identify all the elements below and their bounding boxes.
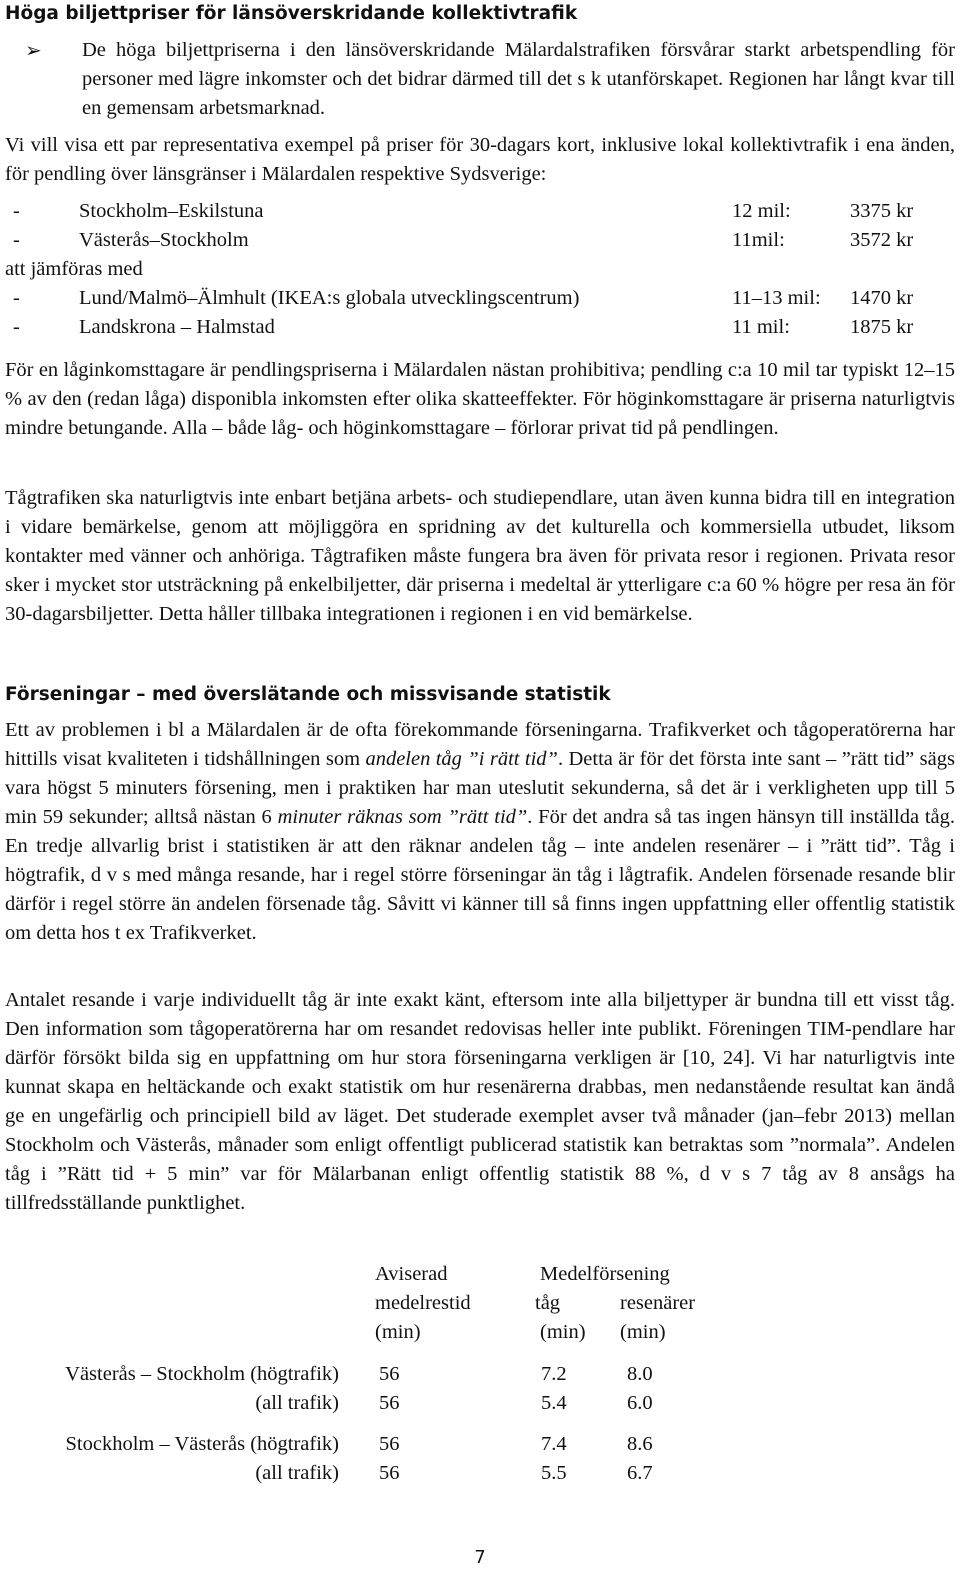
row-label: (all trafik)	[255, 1392, 339, 1414]
table-row: (all trafik) 56 5.4 6.0	[5, 1389, 955, 1418]
price-row: - Västerås–Stockholm 11mil: 3572 kr	[5, 226, 955, 255]
row-label: Stockholm – Västerås (högtrafik)	[65, 1433, 339, 1455]
route-distance: 11–13 mil:	[732, 287, 821, 309]
col-header-tag: tåg	[535, 1292, 561, 1314]
page-number: 7	[474, 1547, 486, 1568]
paragraph-low-income: För en låginkomsttagare är pendlingspriserna i Mälardalen nästan prohibitiva; pendling c:a 10 mil tar typiskt 12–15 % av den (redan låga) disponibla inkomsten efter olika skatteeffekter. För höginkomsttagare är priserna naturligtvis mindre betungande. Alla – både låg- och höginkomsttagare – förlorar privat tid på pendlingen.	[5, 359, 955, 439]
route-price: 3375 kr	[850, 200, 914, 222]
delay-table-header	[5, 1260, 955, 1348]
col-header-resenarer: resenärer	[620, 1292, 696, 1314]
intro-paragraph: Vi vill visa ett par representativa exempel på priser för 30-dagars kort, inklusive lokal kollektivtrafik i ena änden, för pendling över länsgränser i Mälardalen respektive Sydsverige:	[5, 134, 955, 185]
italic-phrase: minuter räknas som ”rätt tid”	[277, 806, 528, 828]
route-name: Lund/Malmö–Älmhult (IKEA:s globala utvecklingscentrum)	[79, 287, 580, 309]
route-distance: 11mil:	[732, 229, 785, 251]
route-price: 3572 kr	[850, 229, 914, 251]
delay-table	[5, 1260, 955, 1488]
route-price: 1875 kr	[850, 316, 914, 338]
paragraph-train-traffic: Tågtrafiken ska naturligtvis inte enbart betjäna arbets- och studiependlare, utan även kunna bidra till en integration i vidare bemärkelse, genom att möjliggöra en spridning av det kulturella och kommersiella utbudet, liksom kontakter med vänner och anhöriga. Tågtrafiken måste fungera bra även för privata resor i regionen. Privata resor sker i mycket stor utsträckning på enkelbiljetter, där priserna i medeltal är ytterligare c:a 60 % högre per resa än för 30-dagarsbiljetter. Detta håller tillbaka integrationen i regionen i en vid bemärkelse.	[5, 487, 955, 625]
route-price: 1470 kr	[850, 287, 914, 309]
row-label: Västerås – Stockholm (högtrafik)	[65, 1363, 339, 1385]
compare-label: att jämföras med	[5, 258, 143, 280]
section-heading-ticket-prices: Höga biljettpriser för länsöverskridande kollektivtrafik	[5, 3, 578, 24]
col-header-min: (min)	[540, 1321, 586, 1343]
col-header-medelforsening: Medelförsening	[540, 1263, 670, 1285]
route-name: Landskrona – Halmstad	[79, 316, 275, 338]
table-row: (all trafik) 56 5.5 6.7	[5, 1459, 955, 1488]
price-row: - Stockholm–Eskilstuna 12 mil: 3375 kr	[5, 197, 955, 226]
col-header-min: (min)	[375, 1321, 421, 1343]
col-header-medelrestid: medelrestid	[375, 1292, 471, 1314]
paragraph-passenger-count: Antalet resande i varje individuellt tåg är inte exakt känt, eftersom inte alla biljettyper är bundna till ett visst tåg. Den information som tågoperatörerna har om resandet redovisas heller inte publikt. Föreningen TIM-pendlare har därför försökt bilda sig en uppfattning om hur stora förseningarna verkligen är [10, 24]. Vi har naturligtvis inte kunnat skapa en heltäckande och exakt statistik om hur resenärerna drabbas, men nedanstående resultat kan ändå ge en ungefärlig och principiell bild av läget. Det studerade exemplet avser två månader (jan–febr 2013) mellan Stockholm och Västerås, månader som enligt offentligt publicerad statistik kan betraktas som ”normala”. Andelen tåg i ”Rätt tid + 5 min” var för Mälarbanan enligt offentlig statistik 88 %, d v s 7 tåg av 8 ansågs ha tillfredsställande punktlighet.	[5, 989, 955, 1214]
italic-phrase: andelen tåg ”i rätt tid”	[365, 748, 558, 770]
row-label: (all trafik)	[255, 1462, 339, 1484]
table-row: Stockholm – Västerås (högtrafik) 56 7.4 8.6	[5, 1430, 955, 1459]
table-row: Västerås – Stockholm (högtrafik) 56 7.2 8.0	[5, 1360, 955, 1389]
price-row: - Landskrona – Halmstad 11 mil: 1875 kr	[5, 313, 955, 342]
price-row: - Lund/Malmö–Älmhult (IKEA:s globala utvecklingscentrum) 11–13 mil: 1470 kr	[5, 284, 955, 313]
col-header-aviserad: Aviserad	[375, 1263, 448, 1285]
route-name: Stockholm–Eskilstuna	[79, 200, 264, 222]
route-distance: 11 mil:	[732, 316, 790, 338]
arrow-bullet-icon: ➢	[25, 38, 42, 62]
bullet-point	[25, 36, 955, 123]
route-distance: 12 mil:	[732, 200, 791, 222]
compare-label-row	[5, 255, 955, 284]
col-header-min: (min)	[620, 1321, 666, 1343]
price-list-malardalen	[5, 197, 955, 342]
route-name: Västerås–Stockholm	[79, 229, 249, 251]
paragraph-delays: Ett av problemen i bl a Mälardalen är de ofta förekommande förseningarna. Trafikverket och tågoperatörerna har hittills visat kvaliteten i tidshållningen som andelen tåg ”i rätt tid”. Detta är för det första inte sant – ”rätt tid” sägs vara högst 5 minuters försening, men i praktiken har man uteslutit sekunderna, så det är i verkligheten upp till 5 min 59 sekunder; alltså nästan 6 minuter räknas som ”rätt tid”. För det andra så tas ingen hänsyn till inställda tåg. En tredje allvarlig brist i statistiken är att den räknar andelen tåg – inte andelen resenärer – i ”rätt tid”. Tåg i högtrafik, d v s med många resande, har i regel större förseningar än tåg i lågtrafik. Andelen försenade resande blir därför i regel större än andelen försenade tåg. Såvitt vi känner till så finns ingen uppfattning eller offentlig statistik om detta hos t ex Trafikverket.	[5, 719, 955, 944]
bullet-text: De höga biljettpriserna i den länsöverskridande Mälardalstrafiken försvårar starkt arbetspendling för personer med lägre inkomster och det bidrar därmed till det s k utanförskapet. Regionen har långt kvar till en gemensam arbetsmarknad.	[82, 39, 955, 119]
section-heading-delays: Förseningar – med överslätande och missvisande statistik	[5, 684, 611, 705]
